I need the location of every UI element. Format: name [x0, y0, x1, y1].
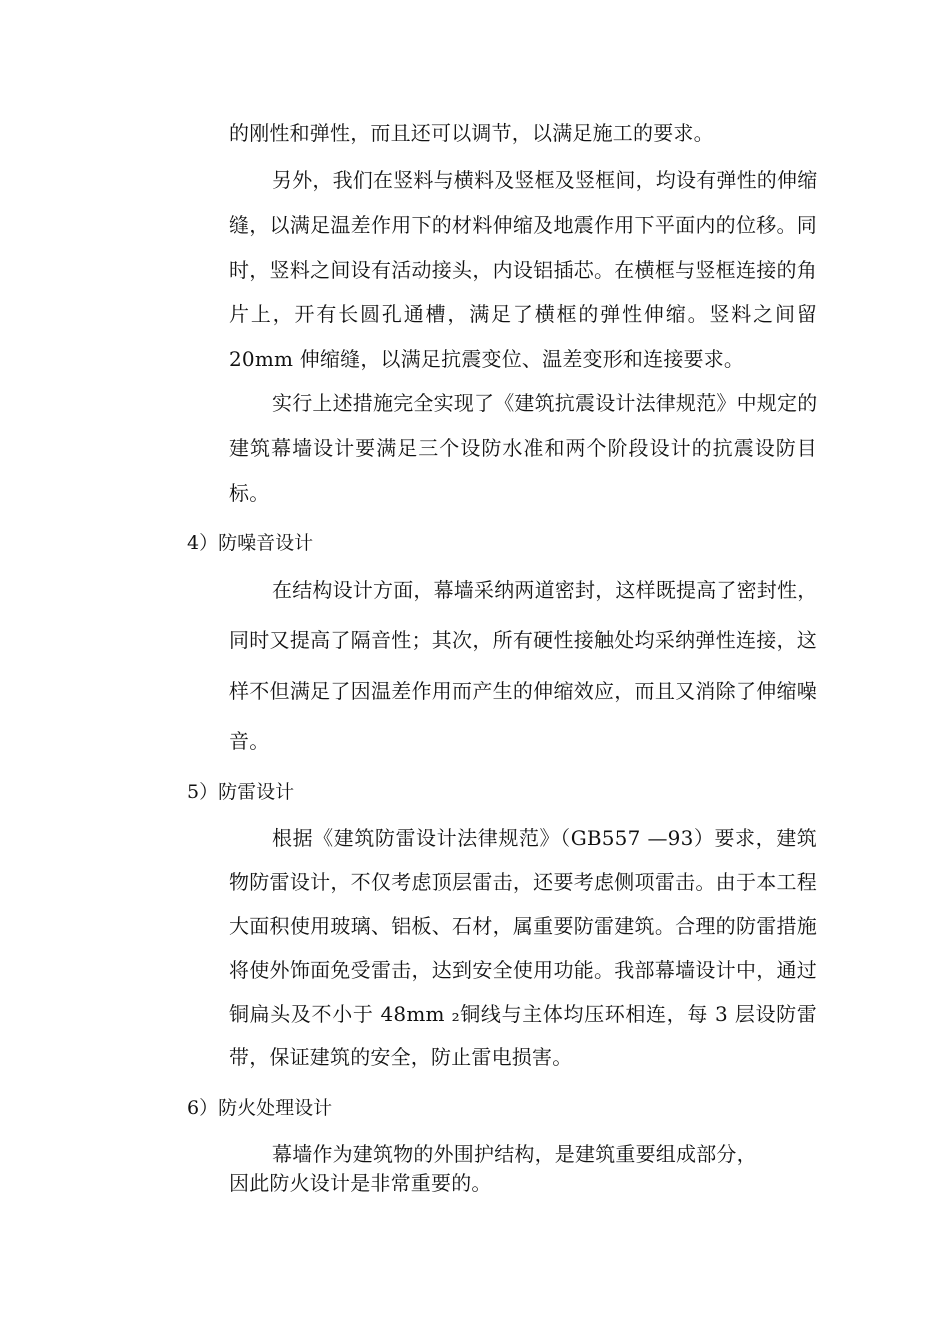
paragraph-line: 将使外饰面免受雷击，达到安全使用功能。我部幕墙设计中，通过 — [229, 958, 817, 982]
paragraph-line: 因此防火设计是非常重要的。 — [229, 1171, 492, 1195]
paragraph-line: 在结构设计方面，幕墙采纳两道密封，这样既提高了密封性， — [272, 578, 818, 602]
paragraph-line: 标。 — [229, 481, 270, 505]
paragraph-line: 时，竖料之间设有活动接头，内设铝插芯。在横框与竖框连接的角 — [229, 258, 817, 282]
paragraph-line: 样不但满足了因温差作用而产生的伸缩效应，而且又消除了伸缩噪 — [229, 679, 817, 703]
paragraph-line: 建筑幕墙设计要满足三个设防水准和两个阶段设计的抗震设防目 — [229, 436, 817, 460]
paragraph-line: 根据《建筑防雷设计法律规范》（GB557 —93）要求，建筑 — [272, 826, 817, 850]
paragraph-line: 另外，我们在竖料与横料及竖框及竖框间，均设有弹性的伸缩 — [272, 168, 818, 192]
paragraph-line: 带，保证建筑的安全，防止雷电损害。 — [229, 1045, 573, 1069]
paragraph-line: 铜扁头及不小于 48mm ₂铜线与主体均压环相连，每 3 层设防雷 — [229, 1002, 817, 1026]
paragraph-line: 的刚性和弹性，而且还可以调节，以满足施工的要求。 — [229, 121, 714, 145]
paragraph-line: 缝，以满足温差作用下的材料伸缩及地震作用下平面内的位移。同 — [229, 213, 817, 237]
paragraph-line: 片上，开有长圆孔通槽，满足了横框的弹性伸缩。竖料之间留 — [229, 302, 817, 326]
paragraph-line: 音。 — [229, 729, 270, 753]
section-heading: 6）防火处理设计 — [187, 1097, 333, 1119]
paragraph-line: 大面积使用玻璃、铝板、石材，属重要防雷建筑。合理的防雷措施 — [229, 914, 817, 938]
paragraph-line: 物防雷设计，不仅考虑顶层雷击，还要考虑侧项雷击。由于本工程 — [229, 870, 817, 894]
paragraph-line: 同时又提高了隔音性；其次，所有硬性接触处均采纳弹性连接，这 — [229, 628, 817, 652]
paragraph-line: 实行上述措施完全实现了《建筑抗震设计法律规范》中规定的 — [272, 391, 818, 415]
paragraph-line: 幕墙作为建筑物的外围护结构，是建筑重要组成部分， — [272, 1142, 757, 1166]
paragraph-line: 20mm 伸缩缝，以满足抗震变位、温差变形和连接要求。 — [229, 347, 745, 371]
section-heading: 4）防噪音设计 — [187, 532, 314, 554]
section-heading: 5）防雷设计 — [187, 781, 295, 803]
